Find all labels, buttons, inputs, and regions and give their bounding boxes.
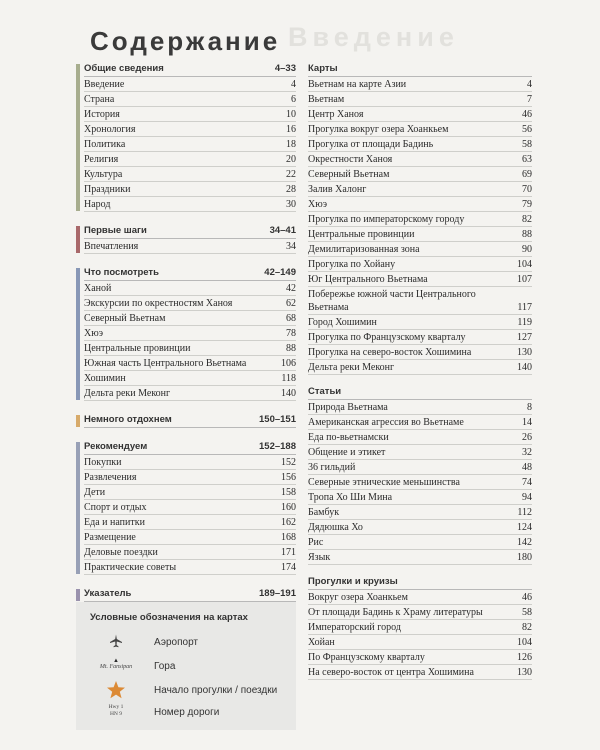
- section-heading[interactable]: [84, 413, 296, 428]
- section-heading-label: Указатель: [84, 588, 132, 599]
- toc-entry-title: Рис: [308, 537, 324, 548]
- toc-entry-title: Размещение: [84, 532, 136, 543]
- toc-entry-title: Спорт и отдых: [84, 502, 147, 513]
- toc-entry-title: Дети: [84, 487, 106, 498]
- toc-entry[interactable]: [308, 167, 532, 182]
- toc-entry-title: Прогулка по императорскому городу: [308, 214, 465, 225]
- toc-entry[interactable]: [84, 485, 296, 500]
- section-heading-label: Что посмотреть: [84, 267, 159, 278]
- toc-entry-title: Народ: [84, 199, 111, 210]
- mountain-icon: ▲ Mt. Fansipan: [94, 658, 138, 671]
- toc-entry-title: Дядюшка Хо: [308, 522, 363, 533]
- toc-entry[interactable]: [308, 535, 532, 550]
- section-rest: [76, 413, 296, 428]
- section-sights: [76, 266, 296, 401]
- section-heading-pages: 189–191: [259, 588, 296, 599]
- toc-entry[interactable]: [308, 635, 532, 650]
- toc-entry-title: Праздники: [84, 184, 131, 195]
- toc-entry[interactable]: [308, 415, 532, 430]
- toc-entry[interactable]: [84, 197, 296, 212]
- toc-entry-page: 26: [522, 432, 532, 443]
- toc-entry-title: На северо-восток от центра Хошимина: [308, 667, 474, 678]
- toc-entry-page: 6: [291, 94, 296, 105]
- toc-entry-title: Ханой: [84, 283, 112, 294]
- toc-entry-page: 82: [522, 622, 532, 633]
- toc-entry[interactable]: [308, 520, 532, 535]
- toc-entry-page: 34: [286, 241, 296, 252]
- toc-entry[interactable]: [308, 345, 532, 360]
- toc-entry-title: Покупки: [84, 457, 122, 468]
- toc-entry[interactable]: [84, 281, 296, 296]
- toc-entry-title: Прогулка по Французскому кварталу: [308, 332, 466, 343]
- toc-entry-title: Юг Центрального Вьетнама: [308, 274, 428, 285]
- toc-entry-page: 63: [522, 154, 532, 165]
- toc-entry-title: Бамбук: [308, 507, 340, 518]
- toc-entry-title: Прогулка вокруг озера Хоанкьем: [308, 124, 449, 135]
- toc-entry[interactable]: [84, 371, 296, 386]
- toc-entry-title: Императорский город: [308, 622, 401, 633]
- toc-entry[interactable]: [84, 356, 296, 371]
- toc-entry-page: 142: [517, 537, 532, 548]
- toc-entry-page: 118: [281, 373, 296, 384]
- toc-entry-title: Развлечения: [84, 472, 137, 483]
- toc-entry-page: 16: [286, 124, 296, 135]
- toc-entry-title: Южная часть Центрального Вьетнама: [84, 358, 247, 369]
- toc-entry-title: Еда и напитки: [84, 517, 145, 528]
- toc-entry-title: Центр Ханоя: [308, 109, 364, 120]
- toc-entry-title: Впечатления: [84, 241, 139, 252]
- toc-entry[interactable]: [308, 605, 532, 620]
- toc-entry-title: Политика: [84, 139, 126, 150]
- legend-item: [76, 658, 296, 678]
- toc-entry[interactable]: [84, 545, 296, 560]
- toc-entry-title: Введение: [84, 79, 125, 90]
- toc-entry-page: 69: [522, 169, 532, 180]
- toc-entry-page: 4: [527, 79, 532, 90]
- toc-entry-page: 74: [522, 477, 532, 488]
- section-list: [84, 281, 296, 401]
- toc-entry[interactable]: [308, 400, 532, 415]
- toc-entry[interactable]: [84, 455, 296, 470]
- toc-entry-title: Дельта реки Меконг: [84, 388, 171, 399]
- toc-entry-page: 28: [286, 184, 296, 195]
- toc-entry[interactable]: [308, 77, 532, 92]
- toc-entry[interactable]: [84, 560, 296, 575]
- road-number-icon: [94, 704, 138, 718]
- section-heading-label: Рекомендуем: [84, 441, 148, 452]
- toc-entry[interactable]: [84, 167, 296, 182]
- toc-entry[interactable]: [84, 530, 296, 545]
- toc-entry-title: Город Хошимин: [308, 317, 377, 328]
- toc-entry[interactable]: [308, 182, 532, 197]
- section-general: [76, 62, 296, 212]
- toc-entry[interactable]: [308, 430, 532, 445]
- toc-entry-page: 156: [281, 472, 296, 483]
- toc-entry[interactable]: [308, 257, 532, 272]
- section-heading[interactable]: [84, 62, 296, 77]
- toc-entry-page: 30: [286, 199, 296, 210]
- section-heading-pages: 34–41: [269, 225, 296, 236]
- toc-entry[interactable]: [308, 505, 532, 520]
- toc-entry[interactable]: [308, 107, 532, 122]
- section-list: [308, 590, 532, 680]
- section-heading-pages: 150–151: [259, 414, 296, 425]
- toc-entry-title: Общение и этикет: [308, 447, 386, 458]
- toc-entry[interactable]: [84, 326, 296, 341]
- section-heading-label: Первые шаги: [84, 225, 147, 236]
- toc-entry-page: 14: [522, 417, 532, 428]
- toc-entry-page: 62: [286, 298, 296, 309]
- toc-entry-page: 174: [281, 562, 296, 573]
- left-column: [76, 62, 296, 614]
- background-heading: Введение: [288, 22, 459, 52]
- airport-icon: [94, 634, 138, 653]
- toc-entry-page: 140: [281, 388, 296, 399]
- road-symbol-text: Hwy 1: [108, 704, 124, 710]
- toc-entry-page: 130: [517, 667, 532, 678]
- toc-entry-title: Тропа Хо Ши Мина: [308, 492, 393, 503]
- toc-entry[interactable]: [308, 315, 532, 330]
- toc-entry[interactable]: [308, 620, 532, 635]
- toc-entry-page: 46: [522, 109, 532, 120]
- section-first-steps: [76, 224, 296, 254]
- toc-entry[interactable]: [308, 227, 532, 242]
- toc-entry-page: 88: [286, 343, 296, 354]
- section-heading[interactable]: [84, 266, 296, 281]
- toc-entry-title: Хронология: [84, 124, 136, 135]
- legend-title: Условные обозначения на картах: [90, 612, 248, 623]
- toc-entry-page: 124: [517, 522, 532, 533]
- toc-entry-title: Демилитаризованная зона: [308, 244, 420, 255]
- toc-entry-page: 8: [527, 402, 532, 413]
- section-recommend: [76, 440, 296, 575]
- toc-entry-page: 78: [286, 328, 296, 339]
- section-heading-pages: 42–149: [264, 267, 296, 278]
- toc-entry-title: Язык: [308, 552, 331, 563]
- toc-entry-page: 127: [517, 332, 532, 343]
- toc-entry-page: 10: [286, 109, 296, 120]
- toc-entry-page: 90: [522, 244, 532, 255]
- map-legend: [76, 602, 296, 730]
- toc-entry-page: 70: [522, 184, 532, 195]
- toc-entry-page: 140: [517, 362, 532, 373]
- toc-entry-title: 36 гильдий: [308, 462, 356, 473]
- toc-entry-title: Северный Вьетнам: [84, 313, 166, 324]
- section-color-bar: [76, 442, 80, 574]
- toc-entry-title: Хошимин: [84, 373, 126, 384]
- toc-entry-title: По Французскому кварталу: [308, 652, 425, 663]
- toc-entry-title: Побережье южной части Центрального Вьетнама: [308, 289, 476, 313]
- section-walks: [308, 575, 532, 680]
- toc-entry-title: Еда по-вьетнамски: [308, 432, 389, 443]
- toc-entry-title: Вьетнам: [308, 94, 345, 105]
- legend-item: [76, 634, 296, 654]
- toc-entry-page: 7: [527, 94, 532, 105]
- toc-entry-title: Прогулка по Хойану: [308, 259, 396, 270]
- toc-entry-title: Природа Вьетнама: [308, 402, 388, 413]
- section-articles: [308, 385, 532, 565]
- toc-entry-title: Северный Вьетнам: [308, 169, 390, 180]
- star-icon: [94, 680, 138, 705]
- section-maps: [308, 62, 532, 375]
- section-heading[interactable]: Статьи: [308, 385, 532, 400]
- toc-entry[interactable]: [308, 272, 532, 287]
- toc-entry-title: Окрестности Ханоя: [308, 154, 393, 165]
- toc-entry[interactable]: [84, 311, 296, 326]
- toc-entry-title: Религия: [84, 154, 119, 165]
- toc-entry[interactable]: [308, 152, 532, 167]
- section-heading-label: Общие сведения: [84, 63, 164, 74]
- toc-entry-page: 82: [522, 214, 532, 225]
- toc-entry-page: 68: [286, 313, 296, 324]
- toc-entry-page: 18: [286, 139, 296, 150]
- toc-entry-page: 119: [517, 317, 532, 328]
- toc-entry-title: Практические советы: [84, 562, 177, 573]
- toc-entry[interactable]: [308, 590, 532, 605]
- toc-entry-title: Северные этнические меньшинства: [308, 477, 460, 488]
- toc-entry[interactable]: [84, 137, 296, 152]
- page-title: Содержание: [90, 26, 281, 56]
- toc-entry-title: Залив Халонг: [308, 184, 367, 195]
- section-heading-pages: 4–33: [274, 63, 296, 74]
- toc-entry[interactable]: [84, 515, 296, 530]
- toc-entry[interactable]: [84, 77, 296, 92]
- toc-entry[interactable]: [308, 212, 532, 227]
- toc-entry[interactable]: [308, 445, 532, 460]
- legend-label: Аэропорт: [154, 637, 199, 648]
- toc-entry-title: Хюэ: [84, 328, 103, 339]
- toc-entry-title: Центральные провинции: [84, 343, 191, 354]
- toc-entry[interactable]: [84, 500, 296, 515]
- toc-entry-title: Хойан: [308, 637, 335, 648]
- mountain-symbol-text: Mt. Fansipan: [99, 664, 133, 670]
- legend-label: Номер дороги: [154, 707, 220, 718]
- toc-entry[interactable]: [308, 475, 532, 490]
- toc-entry-page: 130: [517, 347, 532, 358]
- toc-entry-page: 126: [517, 652, 532, 663]
- toc-entry-title: Вокруг озера Хоанкьем: [308, 592, 408, 603]
- toc-entry[interactable]: [308, 287, 532, 315]
- toc-entry-title: Хюэ: [308, 199, 327, 210]
- toc-entry[interactable]: [308, 550, 532, 565]
- section-index: [76, 587, 296, 602]
- toc-entry-page: 112: [517, 507, 532, 518]
- toc-entry-page: 107: [517, 274, 532, 285]
- section-heading[interactable]: [84, 587, 296, 602]
- toc-entry-page: 56: [522, 124, 532, 135]
- section-color-bar: [76, 589, 80, 601]
- section-color-bar: [76, 415, 80, 427]
- toc-entry-page: 58: [522, 607, 532, 618]
- legend-label: Гора: [154, 661, 176, 672]
- section-color-bar: [76, 268, 80, 400]
- toc-entry[interactable]: [84, 296, 296, 311]
- toc-entry[interactable]: [308, 197, 532, 212]
- toc-entry-page: 168: [281, 532, 296, 543]
- toc-entry-page: 180: [517, 552, 532, 563]
- toc-entry-title: Экскурсии по окрестностям Ханоя: [84, 298, 233, 309]
- toc-entry[interactable]: [84, 470, 296, 485]
- toc-entry[interactable]: [84, 92, 296, 107]
- section-color-bar: [76, 64, 80, 211]
- toc-entry-page: 162: [281, 517, 296, 528]
- section-list: [84, 77, 296, 212]
- toc-entry[interactable]: [308, 122, 532, 137]
- legend-label: Начало прогулки / поездки: [154, 685, 278, 696]
- toc-entry[interactable]: [308, 490, 532, 505]
- toc-entry-title: История: [84, 109, 120, 120]
- toc-entry[interactable]: [308, 330, 532, 345]
- toc-entry[interactable]: [84, 107, 296, 122]
- toc-entry[interactable]: [84, 341, 296, 356]
- toc-entry-title: Страна: [84, 94, 115, 105]
- section-list: [84, 455, 296, 575]
- section-color-bar: [76, 226, 80, 253]
- toc-entry[interactable]: [308, 460, 532, 475]
- toc-entry-title: Прогулка на северо-восток Хошимина: [308, 347, 472, 358]
- toc-entry-title: От площади Бадинь к Храму литературы: [308, 607, 483, 618]
- toc-entry-page: 58: [522, 139, 532, 150]
- toc-entry-page: 46: [522, 592, 532, 603]
- toc-entry-page: 22: [286, 169, 296, 180]
- toc-entry-page: 4: [291, 79, 296, 90]
- section-heading[interactable]: [84, 224, 296, 239]
- toc-entry-page: 152: [281, 457, 296, 468]
- toc-entry-title: Вьетнам на карте Азии: [308, 79, 407, 90]
- section-heading[interactable]: [84, 440, 296, 455]
- right-column: [308, 62, 532, 690]
- toc-entry-title: Дельта реки Меконг: [308, 362, 395, 373]
- toc-entry-page: 42: [286, 283, 296, 294]
- toc-entry-page: 171: [281, 547, 296, 558]
- toc-entry-page: 20: [286, 154, 296, 165]
- toc-entry[interactable]: [308, 650, 532, 665]
- legend-item: [76, 682, 296, 702]
- section-heading[interactable]: Карты: [308, 62, 532, 77]
- toc-entry[interactable]: [308, 665, 532, 680]
- section-heading-pages: 152–188: [259, 441, 296, 452]
- toc-entry[interactable]: [308, 242, 532, 257]
- section-heading-label: Немного отдохнем: [84, 414, 172, 425]
- road-symbol-text: HN 9: [109, 711, 123, 717]
- toc-entry-page: 106: [281, 358, 296, 369]
- legend-item: [76, 704, 296, 724]
- section-heading[interactable]: Прогулки и круизы: [308, 575, 532, 590]
- toc-entry-page: 79: [522, 199, 532, 210]
- toc-entry-page: 48: [522, 462, 532, 473]
- toc-entry-page: 160: [281, 502, 296, 513]
- toc-entry-title: Деловые поездки: [84, 547, 158, 558]
- toc-entry[interactable]: [308, 137, 532, 152]
- toc-entry[interactable]: [84, 122, 296, 137]
- toc-entry[interactable]: [84, 182, 296, 197]
- section-list: [84, 239, 296, 254]
- section-list: [308, 400, 532, 565]
- toc-entry-page: 94: [522, 492, 532, 503]
- toc-entry[interactable]: [308, 360, 532, 375]
- toc-entry[interactable]: [308, 92, 532, 107]
- toc-entry-page: 117: [517, 302, 532, 313]
- toc-entry-title: Центральные провинции: [308, 229, 415, 240]
- toc-entry-title: Американская агрессия во Вьетнаме: [308, 417, 464, 428]
- toc-entry-title: Культура: [84, 169, 123, 180]
- toc-entry[interactable]: [84, 239, 296, 254]
- toc-entry-title: Прогулка от площади Бадинь: [308, 139, 434, 150]
- toc-entry[interactable]: [84, 386, 296, 401]
- toc-entry-page: 32: [522, 447, 532, 458]
- toc-entry[interactable]: [84, 152, 296, 167]
- toc-entry-page: 104: [517, 259, 532, 270]
- toc-entry-page: 88: [522, 229, 532, 240]
- section-list: [308, 77, 532, 375]
- toc-entry-page: 158: [281, 487, 296, 498]
- toc-entry-page: 104: [517, 637, 532, 648]
